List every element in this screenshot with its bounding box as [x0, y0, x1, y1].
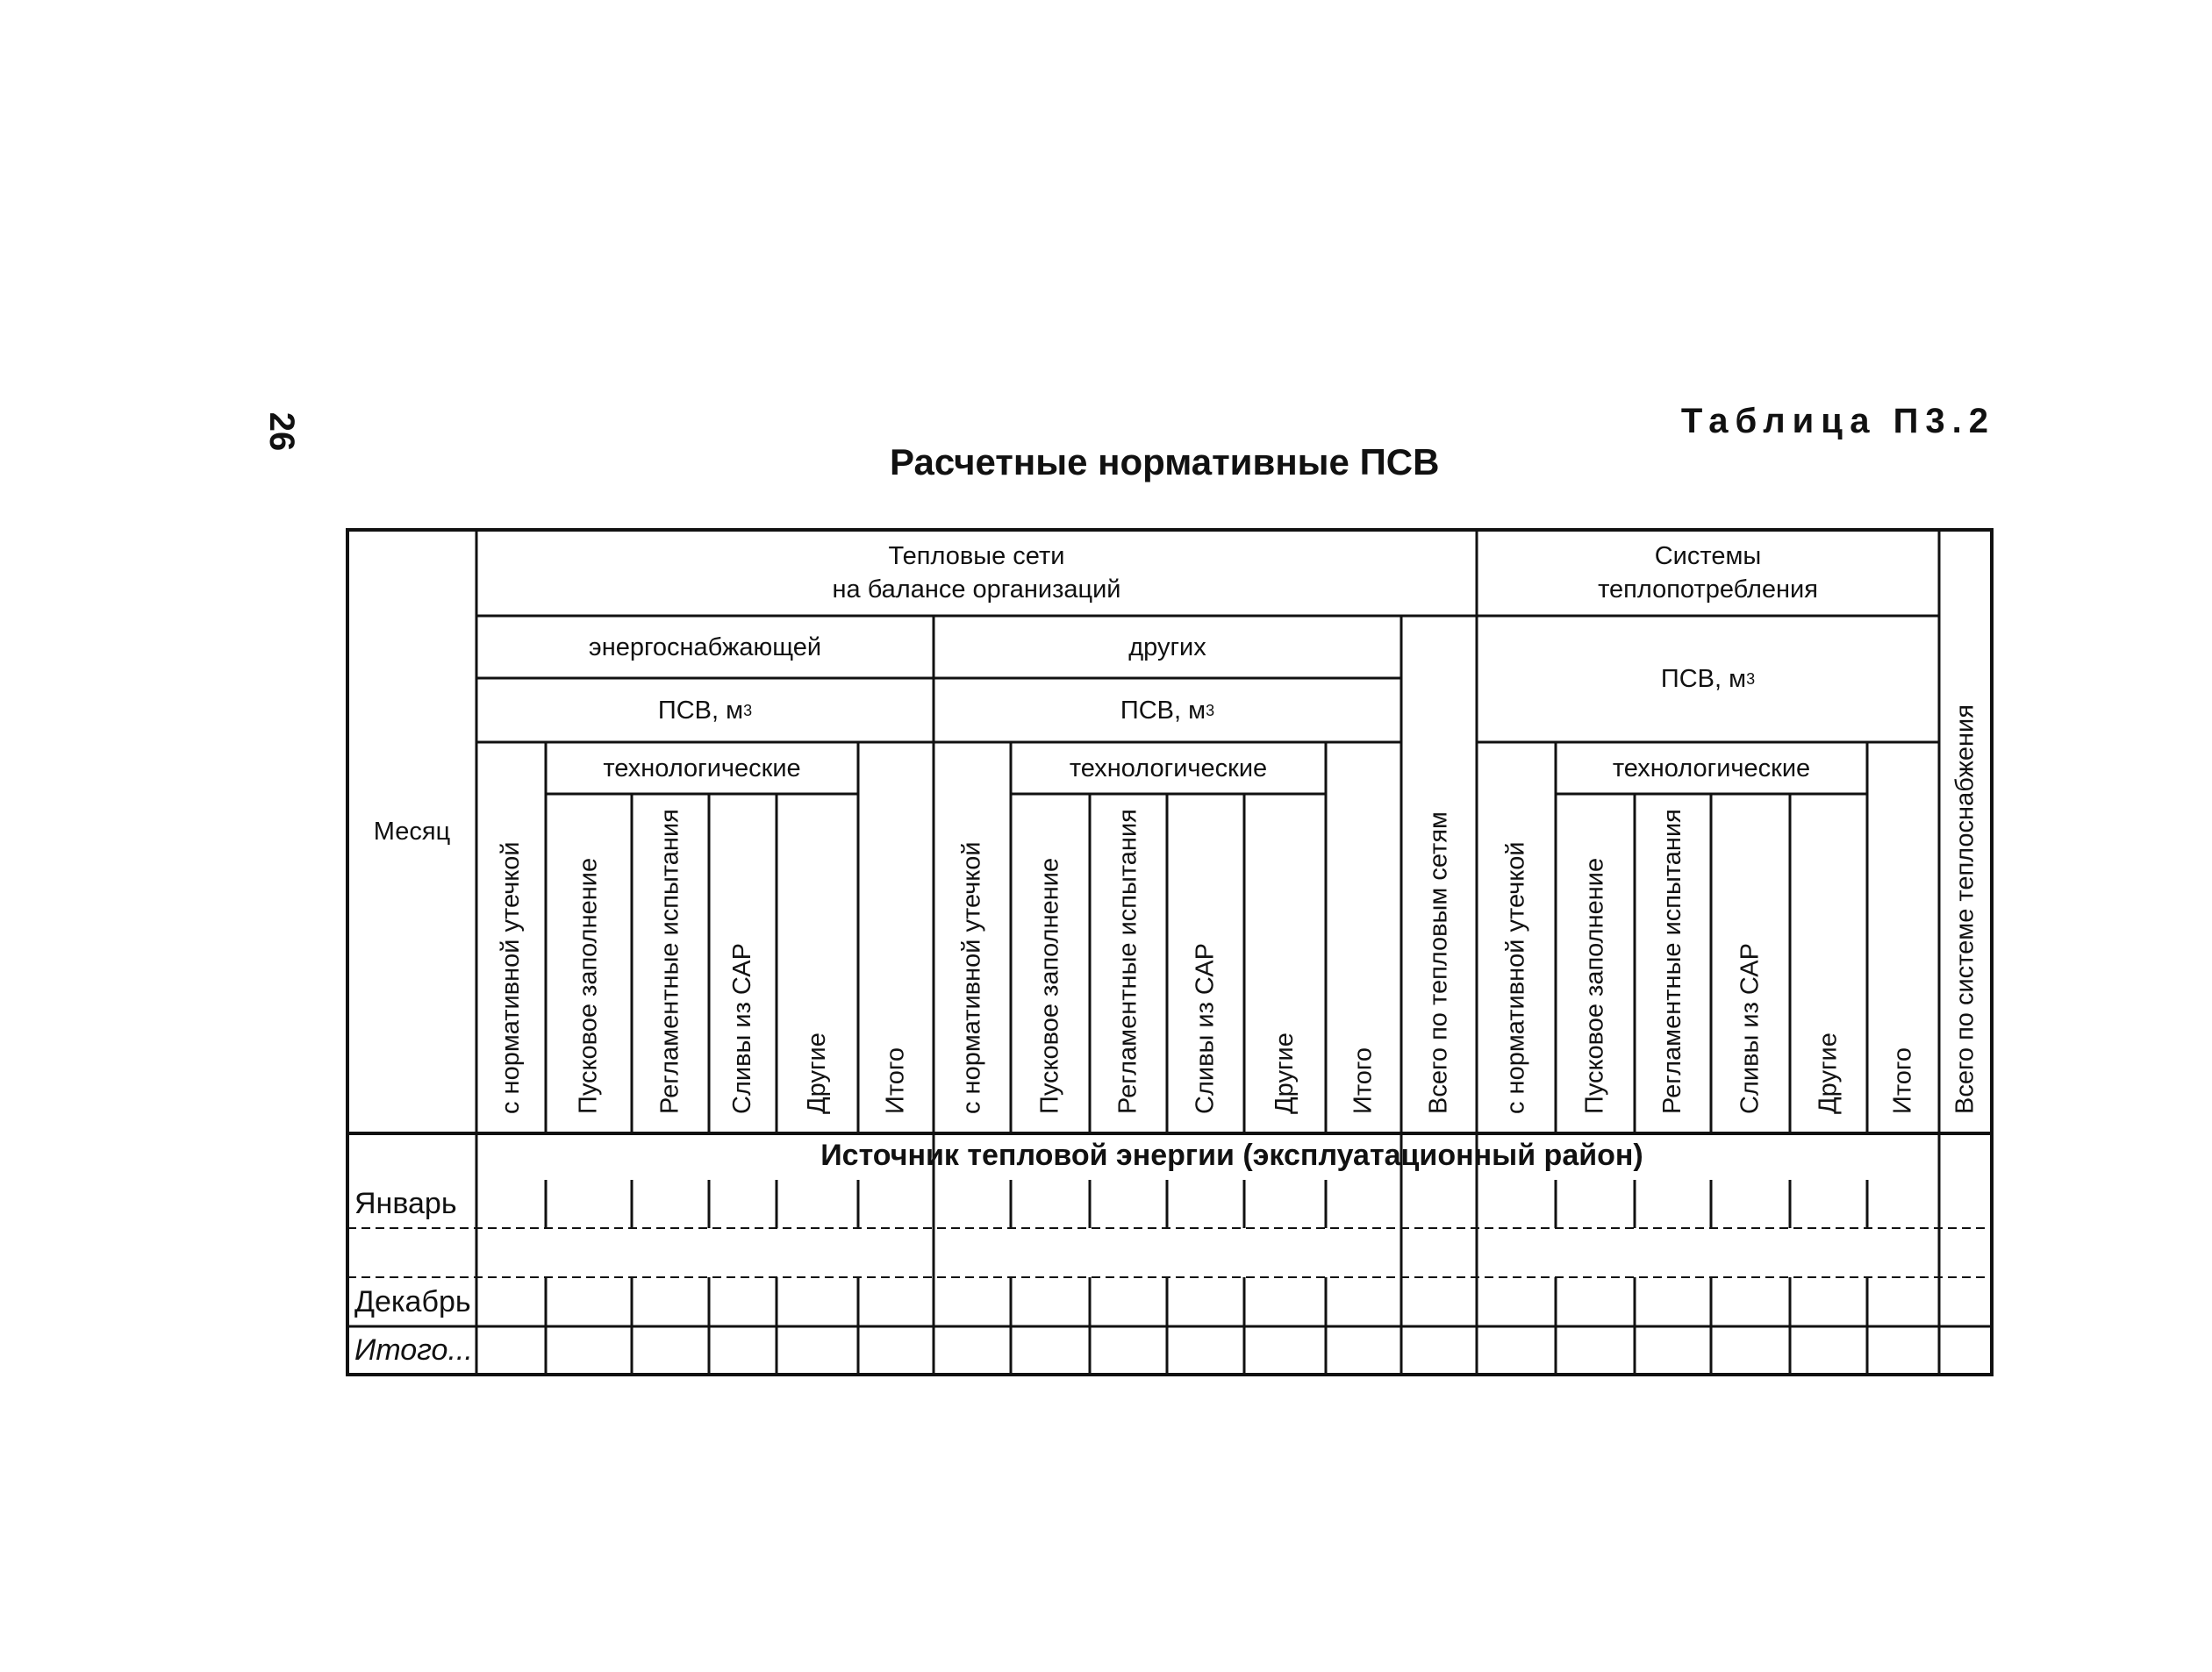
- psv-unit-text: ПСВ, м: [1120, 696, 1206, 725]
- consumption-line2: теплопотребления: [1598, 575, 1818, 604]
- col-normative-leak-3: с нормативной утечкой: [1501, 841, 1530, 1114]
- technological-header-3: технологические: [1612, 754, 1811, 782]
- psv-unit-text: ПСВ, м: [657, 696, 744, 725]
- heat-networks-line1: Тепловые сети: [888, 542, 1065, 570]
- heat-networks-line2: на балансе организаций: [832, 575, 1121, 604]
- col-other-1: Другие: [803, 1032, 831, 1114]
- row-label-december: Декабрь: [354, 1285, 471, 1318]
- psv-unit-sup: 3: [1746, 670, 1756, 688]
- row-label-january: Январь: [354, 1187, 457, 1220]
- col-regulatory-tests-1: Регламентные испытания: [655, 809, 684, 1114]
- col-startup-fill-3: Пусковое заполнение: [1580, 857, 1609, 1114]
- consumption-header: [1477, 530, 1939, 616]
- document-title: Расчетные нормативные ПСВ: [890, 441, 1440, 482]
- col-sar-drains-2: Сливы из САР: [1191, 943, 1220, 1114]
- col-startup-fill-1: Пусковое заполнение: [574, 857, 603, 1114]
- col-regulatory-tests-3: Регламентные испытания: [1658, 809, 1686, 1114]
- col-subtotal-1: Итого: [881, 1047, 910, 1114]
- col-regulatory-tests-2: Регламентные испытания: [1113, 809, 1142, 1114]
- col-subtotal-2: Итого: [1349, 1047, 1378, 1114]
- col-sar-drains-1: Сливы из САР: [728, 943, 756, 1114]
- row-label-total: Итого...: [354, 1333, 473, 1367]
- energy-supply-header: энергоснабжающей: [588, 632, 822, 661]
- section-title: Источник тепловой энергии (эксплуатационный район): [820, 1138, 1643, 1172]
- psv-unit-consumption: [1477, 616, 1939, 742]
- col-sar-drains-3: Сливы из САР: [1736, 943, 1765, 1114]
- col-total-networks: Всего по тепловым сетям: [1424, 811, 1453, 1114]
- psv-unit-energy: [476, 678, 934, 742]
- col-other-2: Другие: [1271, 1032, 1299, 1114]
- table-label: Таблица П3.2: [1680, 402, 1995, 440]
- psv-unit-sup: 3: [743, 701, 753, 719]
- col-normative-leak-1: с нормативной утечкой: [497, 841, 525, 1114]
- col-total-system: Всего по системе теплоснабжения: [1951, 704, 1979, 1114]
- psv-unit-others: [934, 678, 1401, 742]
- technological-header-1: технологические: [603, 754, 801, 782]
- consumption-line1: Системы: [1654, 542, 1762, 570]
- page-number: 26: [262, 411, 301, 452]
- col-other-3: Другие: [1814, 1032, 1843, 1114]
- others-header: других: [1128, 632, 1206, 661]
- heat-networks-header: [476, 530, 1477, 616]
- psv-unit-sup: 3: [1206, 701, 1215, 719]
- col-startup-fill-2: Пусковое заполнение: [1035, 857, 1064, 1114]
- col-subtotal-3: Итого: [1888, 1047, 1917, 1114]
- month-header: Месяц: [373, 818, 451, 846]
- technological-header-2: технологические: [1069, 754, 1268, 782]
- col-normative-leak-2: с нормативной утечкой: [957, 841, 986, 1114]
- psv-unit-text: ПСВ, м: [1660, 665, 1747, 693]
